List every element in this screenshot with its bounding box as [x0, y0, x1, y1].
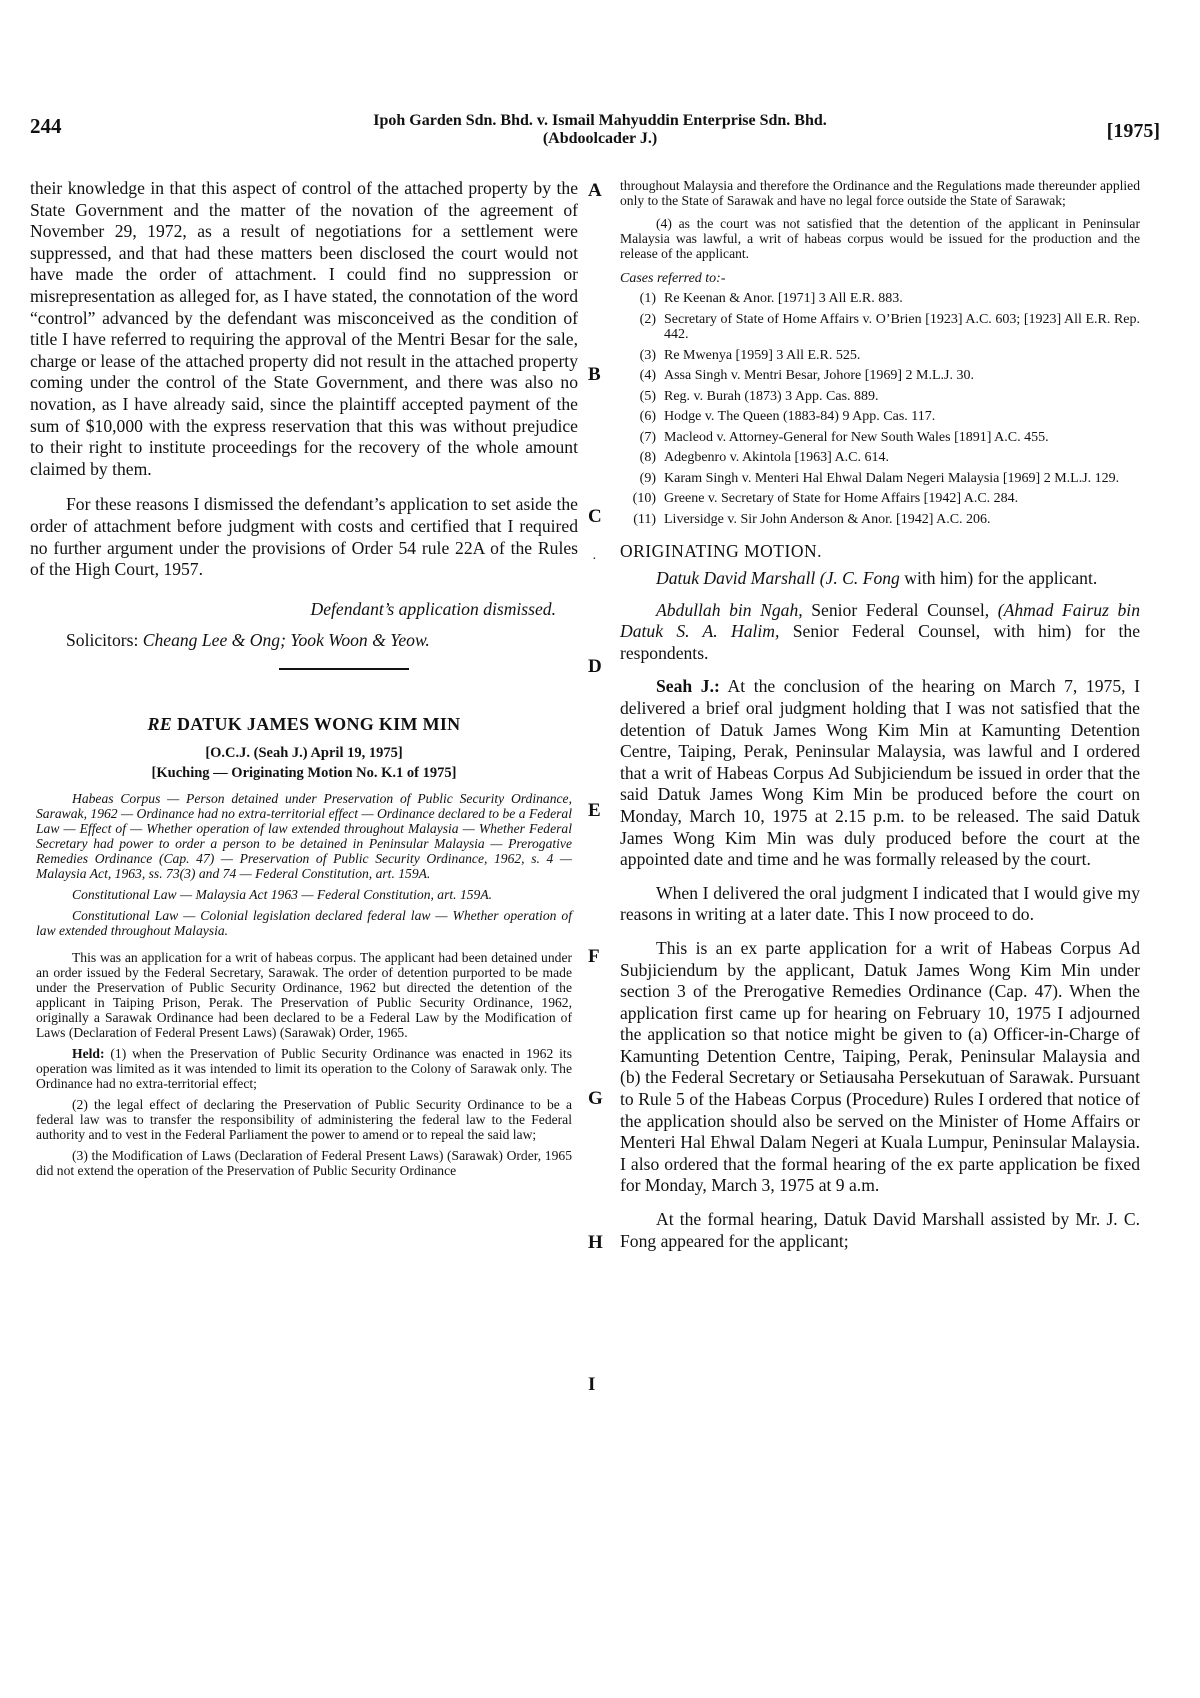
- judgment-paragraph: At the formal hearing, Datuk David Marshall assisted by Mr. J. C. Fong appeared for the applicant;: [620, 1209, 1140, 1251]
- case-item: (6) Hodge v. The Queen (1883-84) 9 App. Cas. 117.: [639, 409, 936, 424]
- headnote-held-3: (3) the Modification of Laws (Declaration of Federal Present Laws) (Sarawak) Order, 1965 did not extend the operation of the Preservation of Public Security Ordinance: [36, 1147, 572, 1178]
- right-column: [620, 178, 1140, 1252]
- case-citation: [30, 743, 578, 783]
- page-number: 244: [30, 114, 62, 138]
- margin-dot: ·: [592, 552, 597, 567]
- margin-letter-i: I: [588, 1374, 596, 1395]
- case-item: (5) Reg. v. Burah (1873) 3 App. Cas. 889.: [639, 388, 879, 404]
- catchwords: Habeas Corpus — Person detained under Preservation of Public Security Ordinance, Sarawak, 1962 — Ordinance had no extra-territorial effect — Ordinance declared to be a Federal Law — Effect of — Whether operation of law extended throughout Malaysia — Whether Federal Secretary had power to order a person to be detained in Peninsular Malaysia — Prerogative Remedies Ordinance (Cap. 47) — Preservation of Public Security Ordinance, 1962, s. 4 — Malaysia Act, 1963, ss. 73(3) and 74 — Federal Constitution, art. 159A.: [36, 790, 572, 881]
- originating-motion-heading: ORIGINATING MOTION.: [620, 541, 822, 561]
- counsel-applicant: Datuk David Marshall (J. C. Fong with him) for the applicant.: [656, 568, 1098, 588]
- margin-letter-c: C: [588, 506, 602, 527]
- case-court: [O.C.J. (Seah J.) April 19, 1975]: [205, 744, 403, 761]
- margin-letter-d: D: [588, 656, 602, 677]
- left-column: [30, 178, 578, 1178]
- case-item: (2) Secretary of State of Home Affairs v. O’Brien [1923] A.C. 603; [1923] All E.R. Rep. 442.: [639, 311, 1140, 342]
- report-year: [1975]: [1106, 120, 1160, 142]
- case-item: (4) Assa Singh v. Mentri Besar, Johore [1969] 2 M.L.J. 30.: [639, 368, 975, 383]
- solicitors-names: Cheang Lee & Ong; Yook Woon & Yeow.: [142, 630, 430, 651]
- solicitors-line: [30, 630, 578, 652]
- running-header-judge: (Abdoolcader J.): [542, 130, 658, 147]
- headnote-summary: This was an application for a writ of habeas corpus. The applicant had been detained under an order issued by the Federal Secretary, Sarawak. The order of detention purported to be made under the Preservation of Public Security Ordinance, 1962 but directed the detention of the applicant in Taiping Prison, Perak. The Preservation of Public Security Ordinance, 1962, originally a Sarawak Ordinance had been declared to be a Federal Law by the Modification of Laws (Declaration of Federal Present Laws) (Sarawak) Order, 1965.: [36, 949, 572, 1040]
- case-item: (1) Re Keenan & Anor. [1971] 3 All E.R. 883.: [639, 291, 903, 306]
- judgment-paragraph: This is an ex parte application for a writ of Habeas Corpus Ad Subjiciendum by the applicant, Datuk James Wong Kim Min under section 3 of the Prerogative Remedies Ordinance (Cap. 47). When the application first came up for hearing on February 10, 1975 I adjourned the application so that notice might be given to (a) Officer-in-Charge of Kamunting Detention Centre, Taiping, Perak, Peninsular Malaysia and (b) the Federal Secretary or Setiausaha Persekutuan of Sarawak. Pursuant to Rule 5 of the Habeas Corpus (Procedure) Rules I ordered that notice of the application should also be served on the Minister of Home Affairs or Menteri Hal Ehwal Dalam Negeri at Kuala Lumpur, Peninsular Malaysia. I also ordered that the formal hearing of the ex parte application be fixed for Monday, March 3, 1975 at 9 a.m.: [620, 937, 1140, 1196]
- solicitors-label: Solicitors:: [66, 630, 139, 651]
- order-dismissed: Defendant’s application dismissed.: [310, 598, 556, 619]
- case-item: (10) Greene v. Secretary of State for Home Affairs [1942] A.C. 284.: [632, 491, 1019, 506]
- case-item: (8) Adegbenro v. Akintola [1963] A.C. 614.: [639, 450, 890, 465]
- judgment-paragraph: their knowledge in that this aspect of control of the attached property by the State Government and the matter of the novation of the agreement of November 29, 1972, as a result of negotiations for a settlement were suppressed, and that had these matters been disclosed the court would not have made the order of attachment. I could find no suppression or misrepresentation as alleged for, as I have stated, the connotation of the word “control” advanced by the defendant was misconceived as the condition of title I have referred to requiring the approval of the Mentri Besar for the sale, charge or lease of the attached property did not result in the attached property coming under the control of the State Government, and there was also no novation, as I have already said, since the plaintiff accepted payment of the sum of $10,000 with the express reservation that this was without prejudice to their right to institute proceedings for the recovery of the whole amount claimed by them.: [30, 178, 578, 479]
- held-text: (1) when the Preservation of Public Security Ordinance was enacted in 1962 its operation was limited as it was intended to limit its operation to the Colony of Sarawak only. The Ordinance had no extra-territorial effect;: [36, 1045, 572, 1091]
- held-label: Held:: [72, 1045, 105, 1061]
- margin-letter-a: A: [588, 180, 602, 201]
- judgment-paragraph: When I delivered the oral judgment I indicated that I would give my reasons in writing at a later date. This I now proceed to do.: [620, 882, 1140, 925]
- case-item: (11) Liversidge v. Sir John Anderson & Anor. [1942] A.C. 206.: [633, 511, 991, 527]
- case-title-re: RE: [147, 713, 173, 734]
- margin-letter-b: B: [588, 364, 601, 385]
- judge-label: Seah J.:: [656, 676, 720, 697]
- catchwords: Constitutional Law — Malaysia Act 1963 — Federal Constitution, art. 159A.: [72, 886, 493, 902]
- margin-letter-h: H: [588, 1232, 603, 1253]
- running-header: [320, 112, 880, 148]
- catchwords: Constitutional Law — Colonial legislation declared federal law — Whether operation of law extended throughout Malaysia.: [36, 907, 572, 938]
- margin-letter-e: E: [588, 800, 601, 821]
- headnote-held-3-continued: throughout Malaysia and therefore the Ordinance and the Regulations made thereunder applied only to the State of Sarawak and have no legal force outside the State of Sarawak;: [620, 178, 1140, 208]
- case-motion: [Kuching — Originating Motion No. K.1 of 1975]: [151, 764, 457, 781]
- margin-letter-f: F: [588, 946, 600, 967]
- case-item: (3) Re Mwenya [1959] 3 All E.R. 525.: [639, 347, 861, 363]
- margin-letter-g: G: [588, 1088, 603, 1109]
- case-title-name: DATUK JAMES WONG KIM MIN: [176, 713, 461, 734]
- section-divider: [279, 668, 409, 670]
- cases-referred-heading: Cases referred to:-: [620, 271, 726, 286]
- headnote-held-2: (2) the legal effect of declaring the Preservation of Public Security Ordinance to be a federal law was to transfer the responsibility of administering the federal law to the Federal authority and to vest in the Federal Parliament the power to amend or to repeal the said law;: [36, 1096, 572, 1142]
- counsel-respondents: Abdullah bin Ngah, Senior Federal Counsel, (Ahmad Fairuz bin Datuk S. A. Halim, Senior Federal Counsel, with him) for the respondents.: [620, 599, 1141, 663]
- case-title: [30, 714, 578, 735]
- headnote-held-1: [36, 1046, 572, 1091]
- cases-list: [620, 291, 1140, 527]
- headnote-held-4: (4) as the court was not satisfied that the detention of the applicant in Peninsular Malaysia was lawful, a writ of habeas corpus would be issued for the production and the release of the applicant.: [620, 216, 1140, 261]
- judgment-paragraph: For these reasons I dismissed the defendant’s application to set aside the order of attachment before judgment with costs and certified that I required no further argument under the provisions of Order 54 rule 22A of the Rules of the High Court, 1957.: [30, 494, 578, 580]
- judgment-paragraph: Seah J.: At the conclusion of the hearing on March 7, 1975, I delivered a brief oral judgment holding that I was not satisfied that the detention of Datuk James Wong Kim Min at Kamunting Detention Centre, Taiping, Perak, Peninsular Malaysia, was lawful and I ordered that a writ of Habeas Corpus Ad Subjiciendum be issued in order that the said Datuk James Wong Kim Min be produced before the court on Monday, March 10, 1975 at 2.15 p.m. to be released. The said Datuk James Wong Kim Min was duly produced before the court at the appointed date and time and he was formally released by the court.: [620, 676, 1140, 870]
- running-header-case: Ipoh Garden Sdn. Bhd. v. Ismail Mahyuddin Enterprise Sdn. Bhd.: [373, 112, 827, 129]
- case-item: (7) Macleod v. Attorney-General for New South Wales [1891] A.C. 455.: [639, 429, 1049, 445]
- case-item: (9) Karam Singh v. Menteri Hal Ehwal Dalam Negeri Malaysia [1969] 2 M.L.J. 129.: [639, 470, 1120, 486]
